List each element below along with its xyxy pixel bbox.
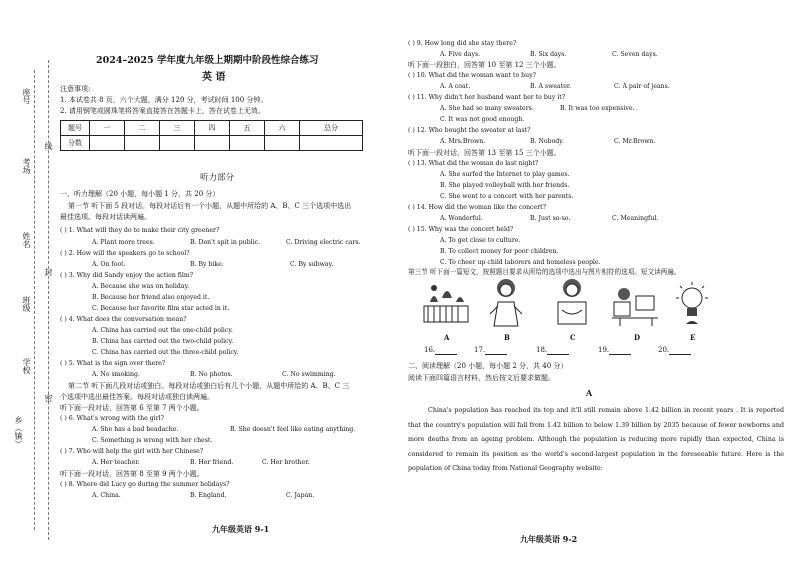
question-13-option-a[interactable]: A. She surfed the Internet to play games.	[440, 171, 570, 178]
question-1-option-a[interactable]: A. Plant more trees.	[92, 239, 155, 246]
question-8-option-c[interactable]: C. Japan.	[286, 492, 315, 499]
dialog-10-instruction: 听下面一段独白，回答第 10 至第 12 三个小题。	[408, 61, 561, 69]
score-cell[interactable]	[160, 136, 195, 151]
question-15-option-a[interactable]: A. To get close to culture.	[440, 237, 521, 244]
answer-16-label: 16.	[424, 346, 436, 354]
passage-a-label: A	[586, 388, 593, 398]
answer-19-blank[interactable]	[609, 348, 631, 355]
question-13-stem: ( ) 13. What did the woman do last night?	[408, 160, 539, 167]
side-label-room: 考场	[22, 158, 31, 174]
question-9-option-b[interactable]: B. Six days.	[530, 51, 567, 58]
question-8-option-b[interactable]: B. England.	[190, 492, 227, 499]
question-4-stem: ( ) 4. What does the conversation mean?	[60, 316, 187, 323]
picture-label-d: D	[634, 333, 641, 342]
score-table-header-row	[61, 121, 363, 136]
score-cell[interactable]	[300, 136, 363, 151]
right-page	[400, 0, 794, 561]
picture-a-trees-icon	[420, 280, 472, 328]
question-3-option-c[interactable]: C. Because her favorite film star acted in it.	[92, 305, 230, 312]
question-9-stem: ( ) 9. How long did she stay there?	[408, 40, 517, 47]
question-4-option-b[interactable]: B. China has carried out the two-child policy.	[92, 338, 234, 345]
question-2-option-a[interactable]: A. On foot.	[92, 261, 126, 268]
score-header-cell: 总分	[300, 121, 363, 136]
picture-d-computer-icon	[610, 282, 660, 328]
part1-intro-line2: 最佳选项。每段对话读两遍。	[60, 213, 151, 221]
question-15-option-c[interactable]: C. To cheer up child laborers and homeless people.	[440, 259, 601, 266]
page-footer-right: 九年级英语 9-2	[520, 534, 578, 544]
score-cell[interactable]	[230, 136, 265, 151]
subject-title: 英 语	[202, 72, 226, 83]
score-table	[60, 120, 363, 151]
part2-intro-line2: 个选项中选出最佳答案。每段对话或独白读两遍。	[60, 393, 214, 401]
answer-19[interactable]	[598, 346, 631, 355]
note-1: 1. 本试卷共 8 页，六个大题，满分 120 分，考试时间 100 分钟。	[60, 96, 268, 104]
answer-18[interactable]	[536, 346, 569, 355]
question-7-stem: ( ) 7. Who will help the girl with her Chinese?	[60, 448, 204, 455]
question-5-option-c[interactable]: C. No swimming.	[282, 371, 336, 378]
score-cell[interactable]	[90, 136, 125, 151]
score-cell[interactable]	[125, 136, 160, 151]
question-11-option-c[interactable]: C. It was not good enough.	[440, 116, 525, 123]
question-5-option-b[interactable]: B. No photos.	[190, 371, 233, 378]
answer-18-blank[interactable]	[547, 348, 569, 355]
section2-intro: 阅读下面四篇语言材料，然后按文后要求做题。	[408, 374, 555, 382]
question-7-option-b[interactable]: B. Her friend.	[190, 459, 234, 466]
question-10-option-b[interactable]: B. A sweater.	[530, 83, 572, 90]
side-label-seat: 座号	[22, 88, 31, 104]
question-11-option-a[interactable]: A. She had so many sweaters.	[440, 105, 534, 112]
question-13-option-c[interactable]: C. She went to a concert with her parents.	[440, 193, 574, 200]
binding-label-line: 线	[44, 142, 53, 150]
question-4-option-a[interactable]: A. China has carried out the one-child policy.	[92, 327, 234, 334]
dialog-8-instruction: 听下面一段对话，回答第 8 至第 9 两个小题。	[60, 470, 204, 478]
question-15-stem: ( ) 15. Why was the concert held?	[408, 226, 514, 233]
question-2-option-b[interactable]: B. By bike.	[190, 261, 224, 268]
question-1-stem: ( ) 1. What will they do to make their city greener?	[60, 227, 220, 234]
side-label-school: 学校	[22, 358, 31, 374]
question-2-option-c[interactable]: C. By subway.	[290, 261, 334, 268]
score-cell[interactable]	[265, 136, 300, 151]
binding-label-secret: 密	[44, 394, 53, 402]
question-14-stem: ( ) 14. How did the woman like the concert?	[408, 204, 546, 211]
answer-18-label: 18.	[536, 346, 548, 354]
question-14-option-b[interactable]: B. Just so-so.	[530, 215, 571, 222]
note-2: 2. 请用钢笔或圆珠笔将答案直接答在答题卡上，答在试卷上无效。	[60, 107, 265, 115]
answer-17-label: 17.	[474, 346, 486, 354]
score-header-cell: 题号	[61, 121, 90, 136]
question-1-option-b[interactable]: B. Don't spit in public.	[190, 239, 261, 246]
answer-19-label: 19.	[598, 346, 610, 354]
score-header-cell: 五	[230, 121, 265, 136]
picture-label-e: E	[690, 333, 696, 342]
picture-label-b: B	[504, 333, 510, 342]
picture-label-a: A	[444, 333, 450, 342]
question-3-option-b[interactable]: B. Because her friend also enjoyed it.	[92, 294, 210, 301]
question-5-stem: ( ) 5. What is the sign over there?	[60, 360, 166, 367]
question-12-stem: ( ) 12. Who bought the sweater at last?	[408, 127, 531, 134]
side-label-class: 班级	[22, 296, 31, 312]
question-9-option-c[interactable]: C. Seven days.	[612, 51, 658, 58]
question-11-stem: ( ) 11. Why didn't her husband want her to buy it?	[408, 94, 566, 101]
question-14-option-a[interactable]: A. Wonderful.	[440, 215, 483, 222]
picture-c-student-icon	[550, 276, 594, 328]
question-6-option-c[interactable]: C. Something is wrong with her chest.	[92, 437, 213, 444]
question-11-option-b[interactable]: B. It was too expensive.	[560, 105, 635, 112]
question-12-option-a[interactable]: A. Mrs.Brown.	[440, 138, 486, 145]
question-14-option-c[interactable]: C. Meaningful.	[612, 215, 659, 222]
side-label-name: 姓名	[22, 232, 31, 248]
answer-16[interactable]	[424, 346, 457, 355]
binding-dashed-line	[48, 60, 49, 540]
page-footer-left: 九年级英语 9-1	[212, 524, 270, 534]
score-header-cell: 三	[160, 121, 195, 136]
question-12-option-b[interactable]: B. Nobody.	[530, 138, 564, 145]
question-6-stem: ( ) 6. What's wrong with the girl?	[60, 415, 164, 422]
question-10-option-a[interactable]: A. A coat.	[440, 83, 471, 90]
answer-20-blank[interactable]	[669, 348, 691, 355]
question-4-option-c[interactable]: C. China has carried out the three-child policy.	[92, 349, 239, 356]
question-7-option-a[interactable]: A. Her teacher.	[92, 459, 140, 466]
answer-16-blank[interactable]	[435, 348, 457, 355]
question-1-option-c[interactable]: C. Driving electric cars.	[286, 239, 361, 246]
answer-17[interactable]	[474, 346, 507, 355]
question-6-option-a[interactable]: A. She has a bad headache.	[92, 426, 179, 433]
binding-label-seal: 封	[44, 268, 53, 276]
answer-17-blank[interactable]	[485, 348, 507, 355]
question-7-option-c[interactable]: C. Her brother.	[262, 459, 310, 466]
question-12-option-c[interactable]: C. Mr.Brown.	[614, 138, 656, 145]
picture-b-girl-icon	[486, 276, 526, 328]
score-cell[interactable]	[195, 136, 230, 151]
score-header-cell: 一	[90, 121, 125, 136]
score-header-cell: 四	[195, 121, 230, 136]
question-8-option-a[interactable]: A. China.	[92, 492, 121, 499]
answer-20-label: 20.	[658, 346, 670, 354]
part2-intro-line1: 第二节 听下面几段对话或独白。每段对话或独白后有几个小题，从题中所给的 A、B、C 三	[68, 382, 350, 390]
question-8-stem: ( ) 8. Where did Lucy go during the summer holidays?	[60, 481, 230, 488]
fill-line	[34, 70, 35, 530]
question-6-option-b[interactable]: B. She doesn't feel like eating anything.	[230, 426, 356, 433]
section1-title: 一、听力理解（20 小题，每小题 1 分，共 20 分）	[60, 190, 220, 198]
dialog-6-instruction: 听下面一段对话，回答第 6 至第 7 两个小题。	[60, 404, 204, 412]
answer-20[interactable]	[658, 346, 691, 355]
score-header-cell: 二	[125, 121, 160, 136]
question-9-option-a[interactable]: A. Five days.	[440, 51, 481, 58]
notes-title: 注意事项:	[60, 85, 91, 93]
question-10-stem: ( ) 10. What did the woman want to buy?	[408, 72, 536, 79]
question-5-option-a[interactable]: A. No smoking.	[92, 371, 140, 378]
part3-intro: 第三节 听下面一篇短文，按照题目要求从所给的选项中选出与图片相符的选项。短文读两遍。	[408, 268, 681, 276]
part1-intro-line1: 第一节 听下面 5 段对话。每段对话后有一个小题，从题中所给的 A、B、C 三个选项中选出	[68, 202, 352, 210]
picture-e-lightbulb-icon	[670, 280, 714, 328]
question-13-option-b[interactable]: B. She played volleyball with her friends.	[440, 182, 570, 189]
section2-title: 二、阅读理解（20 小题，每小题 2 分，共 40 分）	[408, 362, 568, 370]
passage-a-text: China's population has reached its top and it'll still remain above 1.42 billion in recent years . It is reported that the country's population will fall from 1.42 billion to below 1.39 billion by 2035 because of fewer newborns and more deaths from an ageing problem. Although the population is reducing more rapidly than expected, China is considered to remain its position as the world's second-largest population in the foreseeable future. Here is the population of China today from National Geography website:	[408, 407, 784, 472]
score-header-cell: 六	[265, 121, 300, 136]
score-table-score-row	[61, 136, 363, 151]
side-label-town: 乡（镇）	[14, 416, 23, 448]
question-10-option-c[interactable]: C. A pair of jeans.	[614, 83, 670, 90]
question-2-stem: ( ) 2. How will the speakers go to school?	[60, 250, 190, 257]
question-3-option-a[interactable]: A. Because she was on holiday.	[92, 283, 190, 290]
exam-title: 2024–2025 学年度九年级上期期中阶段性综合练习	[96, 55, 319, 66]
score-row-label: 分数	[61, 136, 90, 151]
dialog-13-instruction: 听下面一段对话，回答第 13 至第 15 三个小题。	[408, 149, 561, 157]
question-15-option-b[interactable]: B. To collect money for poor children.	[440, 248, 559, 255]
listening-title: 听力部分	[200, 173, 235, 183]
picture-label-c: C	[570, 333, 576, 342]
question-3-stem: ( ) 3. Why did Sandy enjoy the action film?	[60, 272, 194, 279]
